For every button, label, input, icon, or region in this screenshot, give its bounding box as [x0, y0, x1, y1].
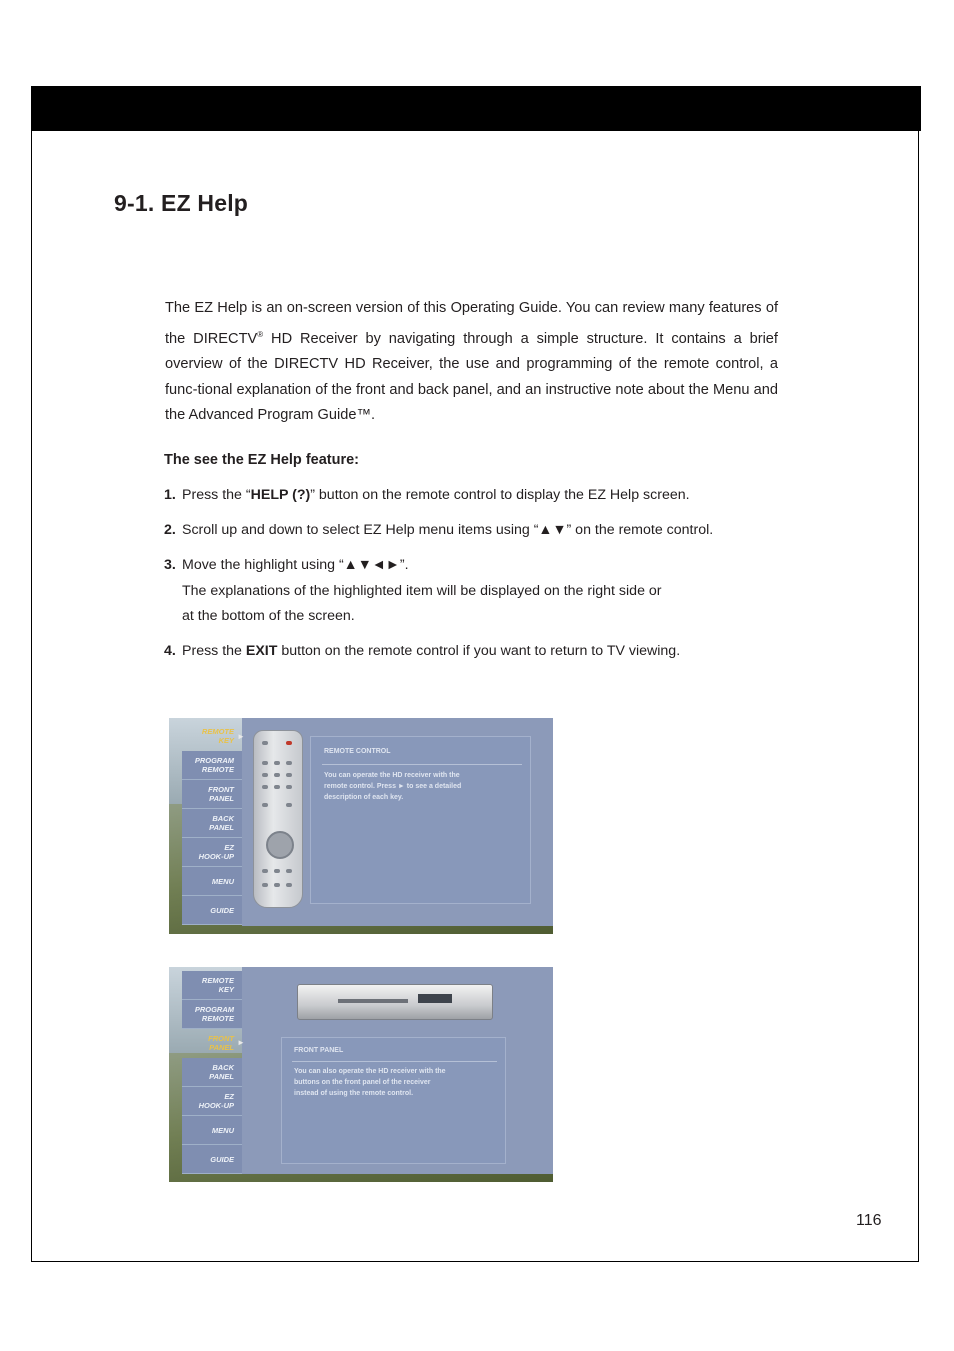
- remote-button: [274, 785, 280, 789]
- menu-item-remote-key: REMOTE KEY: [201, 727, 234, 745]
- remote-button: [262, 869, 268, 873]
- step-4: [164, 639, 680, 665]
- remote-button: [286, 761, 292, 765]
- intro-paragraph: [165, 296, 778, 429]
- step-2: [164, 518, 713, 544]
- menu-item-front-panel: FRONT PANEL: [182, 780, 242, 809]
- menu-item-guide: GUIDE: [182, 896, 242, 925]
- remote-button: [286, 883, 292, 887]
- power-button: [286, 741, 292, 745]
- remote-control-image: [253, 730, 303, 908]
- menu-item-menu: MENU: [182, 867, 242, 896]
- step-text: Scroll up and down to select EZ Help menu items using “▲▼” on the remote control.: [182, 522, 714, 538]
- menu-item-menu: MENU: [182, 1116, 242, 1145]
- page-number: 116: [856, 1212, 882, 1229]
- step-text: Move the highlight using “▲▼◄►”.: [182, 557, 409, 573]
- step-1: [164, 483, 690, 509]
- step-text-continued: The explanations of the highlighted item will be displayed on the right side or: [182, 582, 662, 599]
- info-title: REMOTE CONTROL: [324, 748, 391, 755]
- menu-item-guide: GUIDE: [182, 1145, 242, 1174]
- info-line: instead of using the remote control.: [294, 1090, 414, 1097]
- step-text: Press the “: [182, 487, 251, 503]
- menu-item-back-panel: BACK PANEL: [182, 1058, 242, 1087]
- menu-item-back-panel: BACK PANEL: [182, 809, 242, 838]
- remote-button: [262, 785, 268, 789]
- remote-button: [262, 773, 268, 777]
- menu-item-ez-hookup: EZ HOOK-UP: [182, 838, 242, 867]
- remote-button: [274, 761, 280, 765]
- selection-arrow-icon: ►: [237, 1038, 245, 1047]
- remote-button: [274, 869, 280, 873]
- step-text-continued: at the bottom of the screen.: [182, 608, 355, 625]
- step-key-name: EXIT: [245, 643, 278, 659]
- intro-text-1: The EZ Help is an on-screen version of this Operating Guide. You can review many features of the DIRECTV: [165, 300, 778, 347]
- remote-button: [262, 741, 268, 745]
- menu-item-ez-hookup: EZ HOOK-UP: [182, 1087, 242, 1116]
- info-line: description of each key.: [324, 794, 404, 801]
- remote-button: [286, 803, 292, 807]
- info-line: buttons on the front panel of the receiver: [294, 1079, 431, 1086]
- menu-item-remote-key: REMOTE KEY: [182, 971, 242, 1000]
- menu-item-program-remote: PROGRAM REMOTE: [182, 1000, 242, 1029]
- receiver-front-image: [297, 984, 493, 1020]
- remote-button: [286, 773, 292, 777]
- remote-button: [286, 785, 292, 789]
- step-number: 4.: [164, 643, 176, 659]
- info-line: You can also operate the HD receiver with the: [294, 1068, 446, 1075]
- step-number: 2.: [164, 522, 176, 538]
- menu-item-front-panel: FRONT PANEL: [208, 1034, 234, 1052]
- ez-help-menu: [182, 722, 242, 925]
- remote-button: [274, 883, 280, 887]
- info-text: [294, 1066, 446, 1099]
- section-title: 9-1. EZ Help: [114, 190, 249, 216]
- info-divider: [292, 1061, 497, 1062]
- step-text: button on the remote control if you want to return to TV viewing.: [277, 643, 681, 659]
- info-box: [310, 736, 531, 904]
- remote-button: [262, 883, 268, 887]
- info-divider: [322, 764, 522, 765]
- info-line: remote control. Press ► to see a detailed: [324, 783, 462, 790]
- step-text: Press the: [182, 643, 246, 659]
- info-title: FRONT PANEL: [294, 1047, 344, 1054]
- ez-help-screenshot-front-panel: [169, 967, 553, 1182]
- info-text: [324, 770, 461, 803]
- receiver-display: [418, 994, 452, 1003]
- remote-button: [262, 761, 268, 765]
- ez-help-menu: [182, 971, 242, 1174]
- selection-arrow-icon: ►: [237, 732, 245, 741]
- step-key-name: HELP (?): [250, 487, 311, 503]
- intro-text-2: HD Receiver by navigating through a simple structure. It contains a brief overview of the DIRECTV HD Receiver, the use and programming of the remote control, a func-tional explanation of the front and back panel, and an instructive note about the Menu and the Advanced Program Guide™.: [165, 330, 778, 424]
- step-text: ” button on the remote control to display the EZ Help screen.: [310, 487, 690, 503]
- info-line: You can operate the HD receiver with the: [324, 772, 460, 779]
- step-number: 3.: [164, 557, 176, 573]
- ez-help-screenshot-remote: [169, 718, 553, 934]
- instructions-heading: The see the EZ Help feature:: [164, 452, 359, 468]
- step-number: 1.: [164, 487, 176, 503]
- info-box: [281, 1037, 506, 1164]
- remote-button: [286, 869, 292, 873]
- registered-mark: ®: [257, 329, 264, 339]
- menu-item-program-remote: PROGRAM REMOTE: [182, 751, 242, 780]
- remote-button: [262, 803, 268, 807]
- step-3: [164, 553, 662, 630]
- remote-button: [274, 773, 280, 777]
- receiver-slot: [338, 999, 408, 1003]
- remote-dpad: [266, 831, 294, 859]
